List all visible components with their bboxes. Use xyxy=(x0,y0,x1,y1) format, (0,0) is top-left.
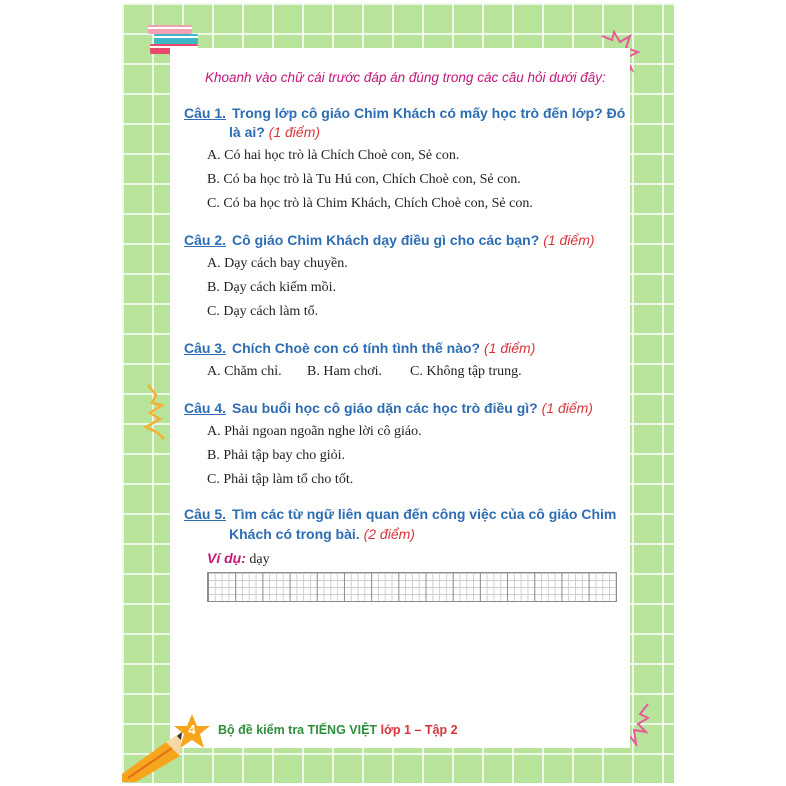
question-text: Tìm các từ ngữ liên quan đến công việc của cô giáo Chim xyxy=(232,506,617,522)
question-5-title xyxy=(184,506,616,522)
option[interactable]: B. Có ba học trò là Tu Hú con, Chích Choè con, Sẻ con. xyxy=(207,172,521,187)
option[interactable]: B. Ham chơi. xyxy=(307,364,383,379)
question-text: Trong lớp cô giáo Chim Khách có mấy học trò đến lớp? Đó xyxy=(232,105,626,121)
question-1-title-line2 xyxy=(229,124,320,140)
option[interactable]: C. Phải tập làm tổ cho tốt. xyxy=(207,472,354,487)
option[interactable]: C. Không tập trung. xyxy=(410,364,522,379)
question-3-title xyxy=(184,340,535,356)
points-label: (1 điểm) xyxy=(268,124,321,140)
question-number: Câu 2. xyxy=(184,232,227,248)
example-line xyxy=(207,550,270,568)
question-text: Chích Choè con có tính tình thế nào? xyxy=(232,340,481,356)
points-label: (2 điểm) xyxy=(363,526,415,542)
footer-suffix: lớp 1 – Tập 2 xyxy=(380,723,458,737)
option[interactable]: A. Chăm chỉ. xyxy=(207,364,282,379)
question-5-title-line2 xyxy=(229,526,415,542)
option[interactable]: A. Dạy cách bay chuyền. xyxy=(207,256,348,271)
option[interactable]: A. Có hai học trò là Chích Choè con, Sẻ con. xyxy=(207,148,460,163)
footer-prefix: Bộ đề kiểm tra TIẾNG VIỆT xyxy=(218,723,378,737)
question-number: Câu 5. xyxy=(184,506,227,522)
option[interactable]: B. Dạy cách kiếm mồi. xyxy=(207,280,337,295)
question-text: Cô giáo Chim Khách dạy điều gì cho các bạn? xyxy=(232,232,540,248)
question-4-title xyxy=(184,400,593,416)
points-label: (1 điểm) xyxy=(541,400,593,416)
writing-grid-lines xyxy=(208,573,616,601)
question-text: Khách có trong bài. xyxy=(229,526,360,542)
example-value: dạy xyxy=(249,552,270,567)
question-number: Câu 4. xyxy=(184,400,227,416)
option[interactable]: C. Dạy cách làm tổ. xyxy=(207,304,319,319)
writing-grid[interactable] xyxy=(207,572,617,602)
points-label: (1 điểm) xyxy=(543,232,595,248)
question-number: Câu 1. xyxy=(184,105,227,121)
page-number: 4 xyxy=(188,722,196,737)
option[interactable]: C. Có ba học trò là Chim Khách, Chích Choè con, Sẻ con. xyxy=(207,196,533,211)
example-label: Ví dụ: xyxy=(207,550,246,566)
question-1-title xyxy=(184,105,625,121)
question-text: là ai? xyxy=(229,124,265,140)
question-2-title xyxy=(184,232,595,248)
points-label: (1 điểm) xyxy=(484,340,536,356)
instruction-text: Khoanh vào chữ cái trước đáp án đúng trong các câu hỏi dưới đây: xyxy=(205,70,606,85)
option[interactable]: B. Phải tập bay cho giỏi. xyxy=(207,448,346,463)
footer-title xyxy=(218,723,458,737)
question-number: Câu 3. xyxy=(184,340,227,356)
question-text: Sau buổi học cô giáo dặn các học trò điều gì? xyxy=(232,400,538,416)
option[interactable]: A. Phải ngoan ngoãn nghe lời cô giáo. xyxy=(207,424,422,439)
